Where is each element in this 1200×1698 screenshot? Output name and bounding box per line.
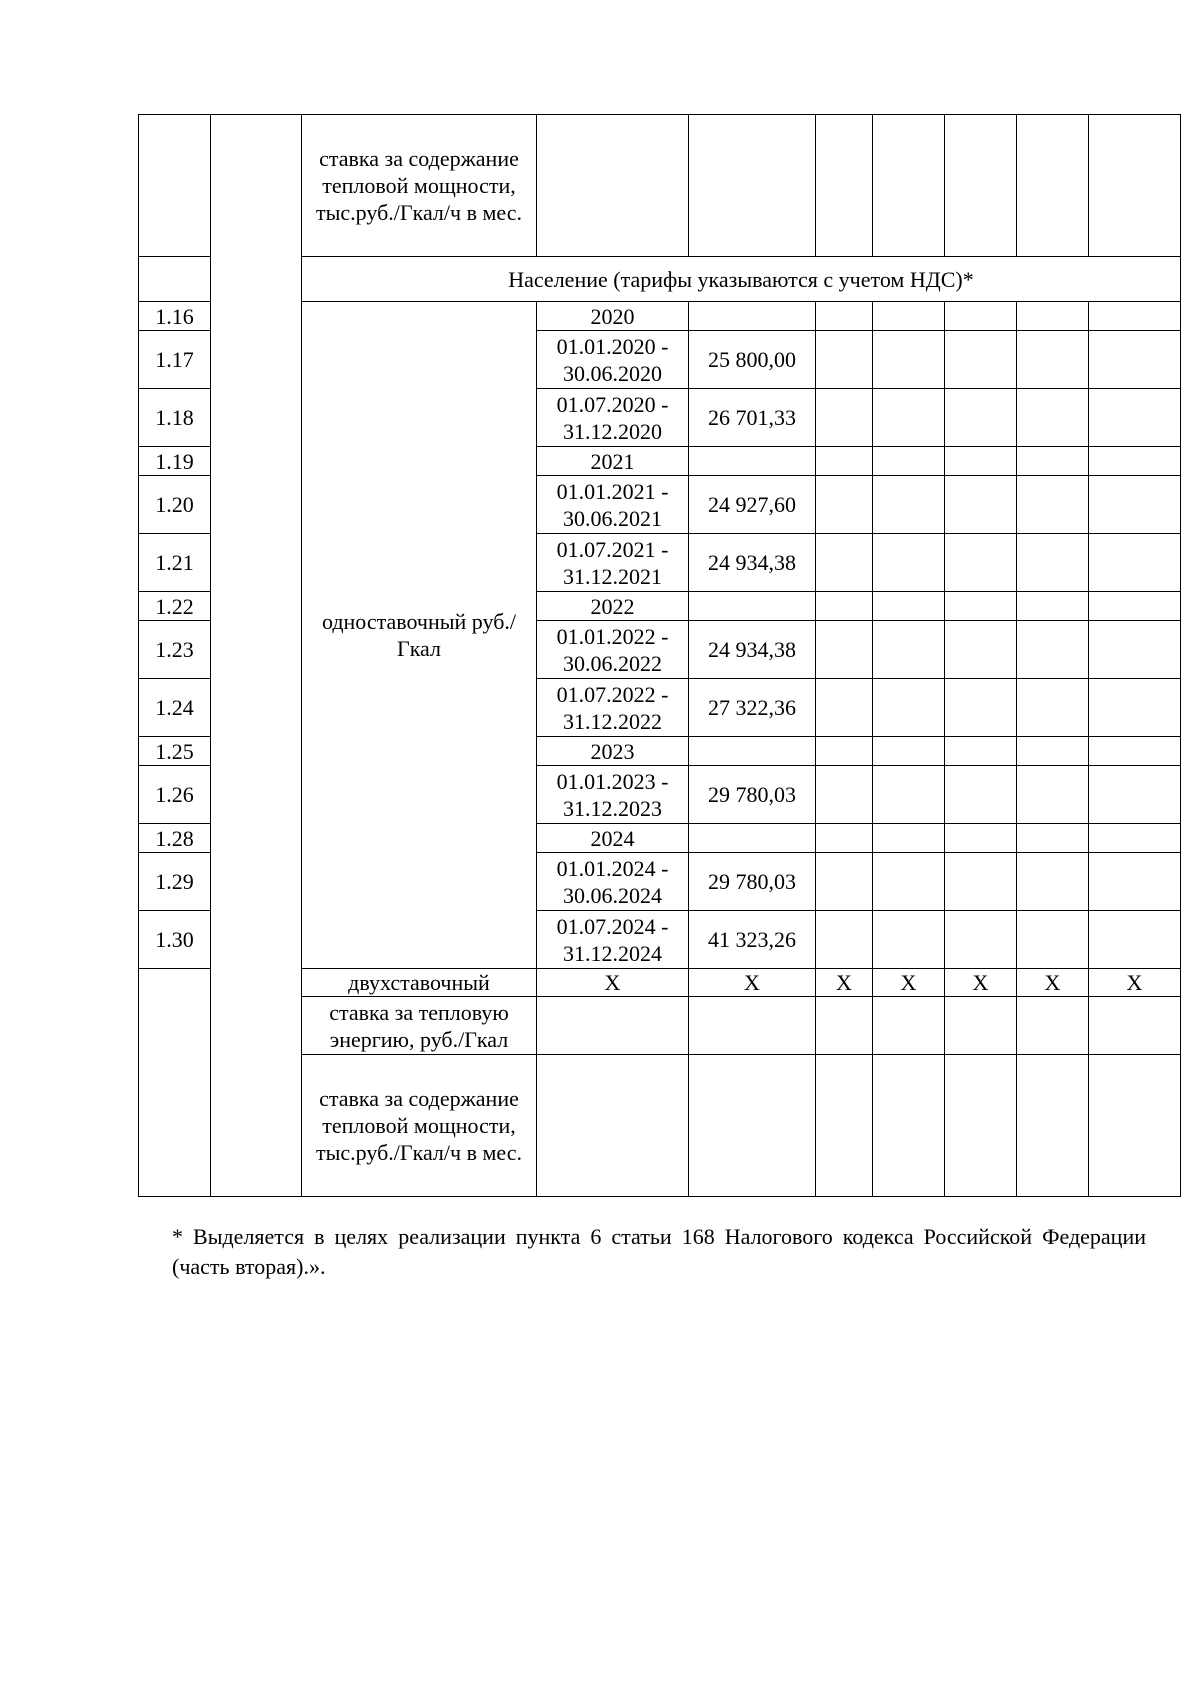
table-cell	[945, 911, 1017, 969]
row-number: 1.28	[139, 824, 211, 853]
table-cell	[816, 737, 873, 766]
table-cell	[1089, 302, 1181, 331]
table-cell	[1017, 115, 1089, 257]
table-cell	[1089, 592, 1181, 621]
row-number: 1.29	[139, 853, 211, 911]
table-cell	[1017, 911, 1089, 969]
table-cell	[945, 115, 1017, 257]
tariff-value: 24 934,38	[689, 534, 816, 592]
tariff-value	[689, 447, 816, 476]
table-cell	[873, 621, 945, 679]
table-cell	[1089, 766, 1181, 824]
year-label: 2023	[537, 737, 689, 766]
row-number: 1.16	[139, 302, 211, 331]
tariff-value: 29 780,03	[689, 766, 816, 824]
one-rate-label: одноставочный руб./Гкал	[302, 302, 537, 969]
capacity-rate-label: ставка за содержание тепловой мощности, тыс.руб./Гкал/ч в мес.	[302, 115, 537, 257]
year-label: 2020	[537, 302, 689, 331]
x-mark: Х	[1017, 969, 1089, 997]
tariff-value: 29 780,03	[689, 853, 816, 911]
table-cell	[945, 331, 1017, 389]
table-cell	[873, 389, 945, 447]
tariff-value	[689, 592, 816, 621]
table-cell	[1089, 824, 1181, 853]
table-cell	[945, 853, 1017, 911]
tariff-value	[689, 737, 816, 766]
table-cell	[945, 997, 1017, 1055]
tariff-value	[689, 302, 816, 331]
x-mark: Х	[689, 969, 816, 997]
table-cell	[873, 1055, 945, 1197]
table-cell	[1089, 115, 1181, 257]
x-mark: Х	[945, 969, 1017, 997]
table-cell	[1017, 766, 1089, 824]
table-cell	[816, 331, 873, 389]
table-cell	[1017, 997, 1089, 1055]
table-cell	[816, 447, 873, 476]
period-label: 01.01.2020 - 30.06.2020	[537, 331, 689, 389]
table-cell	[816, 997, 873, 1055]
table-cell	[1017, 447, 1089, 476]
table-row	[139, 115, 1181, 257]
table-cell	[873, 115, 945, 257]
table-cell	[816, 592, 873, 621]
tariff-table	[138, 114, 1181, 1197]
table-cell	[945, 679, 1017, 737]
table-cell	[945, 302, 1017, 331]
table-cell	[537, 115, 689, 257]
row-number: 1.22	[139, 592, 211, 621]
row-number: 1.17	[139, 331, 211, 389]
table-cell	[873, 853, 945, 911]
table-cell	[689, 1055, 816, 1197]
table-cell	[689, 997, 816, 1055]
table-cell	[139, 969, 211, 1197]
x-mark: Х	[873, 969, 945, 997]
footnote: * Выделяется в целях реализации пункта 6 статьи 168 Налогового кодекса Российской Федерации (часть вторая).».	[172, 1224, 1146, 1279]
tariff-value: 24 927,60	[689, 476, 816, 534]
table-cell	[1017, 302, 1089, 331]
table-cell	[1089, 331, 1181, 389]
table-cell	[873, 476, 945, 534]
table-cell	[1089, 476, 1181, 534]
tariff-value: 25 800,00	[689, 331, 816, 389]
table-cell	[873, 302, 945, 331]
year-label: 2022	[537, 592, 689, 621]
row-number: 1.19	[139, 447, 211, 476]
row-number: 1.21	[139, 534, 211, 592]
table-cell	[816, 621, 873, 679]
tariff-value	[689, 824, 816, 853]
period-label: 01.07.2020 - 31.12.2020	[537, 389, 689, 447]
table-cell	[537, 997, 689, 1055]
table-cell	[1089, 1055, 1181, 1197]
table-cell	[816, 766, 873, 824]
table-cell	[1017, 737, 1089, 766]
row-number: 1.25	[139, 737, 211, 766]
table-cell	[873, 737, 945, 766]
period-label: 01.07.2024 - 31.12.2024	[537, 911, 689, 969]
row-number: 1.18	[139, 389, 211, 447]
table-cell	[945, 1055, 1017, 1197]
row-number: 1.26	[139, 766, 211, 824]
table-cell	[816, 302, 873, 331]
table-cell	[1017, 1055, 1089, 1197]
table-cell	[1089, 447, 1181, 476]
table-cell	[1089, 389, 1181, 447]
period-label: 01.01.2022 - 30.06.2022	[537, 621, 689, 679]
table-cell	[1089, 737, 1181, 766]
table-cell	[945, 447, 1017, 476]
table-cell	[1089, 679, 1181, 737]
table-cell	[816, 824, 873, 853]
table-cell	[816, 911, 873, 969]
table-cell	[816, 1055, 873, 1197]
table-cell	[1017, 824, 1089, 853]
tariff-value: 41 323,26	[689, 911, 816, 969]
table-cell	[816, 389, 873, 447]
table-cell	[1017, 331, 1089, 389]
table-cell	[1017, 389, 1089, 447]
table-cell	[945, 592, 1017, 621]
x-mark: Х	[816, 969, 873, 997]
period-label: 01.07.2022 - 31.12.2022	[537, 679, 689, 737]
table-cell	[1017, 534, 1089, 592]
energy-rate-label: ставка за тепловую энергию, руб./Гкал	[302, 997, 537, 1055]
table-cell	[1089, 621, 1181, 679]
table-cell	[1017, 621, 1089, 679]
table-cell	[1017, 476, 1089, 534]
table-cell	[1017, 853, 1089, 911]
table-cell	[873, 534, 945, 592]
table-cell	[873, 824, 945, 853]
capacity-rate-label: ставка за содержание тепловой мощности, тыс.руб./Гкал/ч в мес.	[302, 1055, 537, 1197]
x-mark: Х	[1089, 969, 1181, 997]
table-cell	[211, 115, 302, 1197]
year-label: 2024	[537, 824, 689, 853]
table-cell	[945, 621, 1017, 679]
table-cell	[816, 853, 873, 911]
table-cell	[139, 257, 211, 302]
table-cell	[945, 389, 1017, 447]
table-cell	[1017, 592, 1089, 621]
table-cell	[1089, 534, 1181, 592]
table-cell	[139, 115, 211, 257]
table-cell	[816, 476, 873, 534]
table-cell	[873, 766, 945, 824]
x-mark: Х	[537, 969, 689, 997]
table-cell	[945, 737, 1017, 766]
table-cell	[1089, 911, 1181, 969]
tariff-value: 27 322,36	[689, 679, 816, 737]
row-number: 1.30	[139, 911, 211, 969]
period-label: 01.01.2024 - 30.06.2024	[537, 853, 689, 911]
table-cell	[816, 679, 873, 737]
table-cell	[945, 534, 1017, 592]
table-cell	[945, 476, 1017, 534]
section-header: Население (тарифы указываются с учетом НДС)*	[302, 257, 1181, 302]
table-cell	[945, 766, 1017, 824]
period-label: 01.01.2021 - 30.06.2021	[537, 476, 689, 534]
table-cell	[816, 534, 873, 592]
table-cell	[945, 824, 1017, 853]
table-cell	[537, 1055, 689, 1197]
table-cell	[689, 115, 816, 257]
year-label: 2021	[537, 447, 689, 476]
table-cell	[873, 592, 945, 621]
tariff-value: 24 934,38	[689, 621, 816, 679]
table-cell	[873, 911, 945, 969]
row-number: 1.24	[139, 679, 211, 737]
table-cell	[1089, 853, 1181, 911]
period-label: 01.01.2023 - 31.12.2023	[537, 766, 689, 824]
row-number: 1.23	[139, 621, 211, 679]
table-cell	[873, 331, 945, 389]
table-cell	[816, 115, 873, 257]
row-number: 1.20	[139, 476, 211, 534]
period-label: 01.07.2021 - 31.12.2021	[537, 534, 689, 592]
table-cell	[873, 997, 945, 1055]
table-cell	[873, 447, 945, 476]
tariff-value: 26 701,33	[689, 389, 816, 447]
table-cell	[873, 679, 945, 737]
two-rate-label: двухставочный	[302, 969, 537, 997]
table-cell	[1017, 679, 1089, 737]
table-cell	[1089, 997, 1181, 1055]
